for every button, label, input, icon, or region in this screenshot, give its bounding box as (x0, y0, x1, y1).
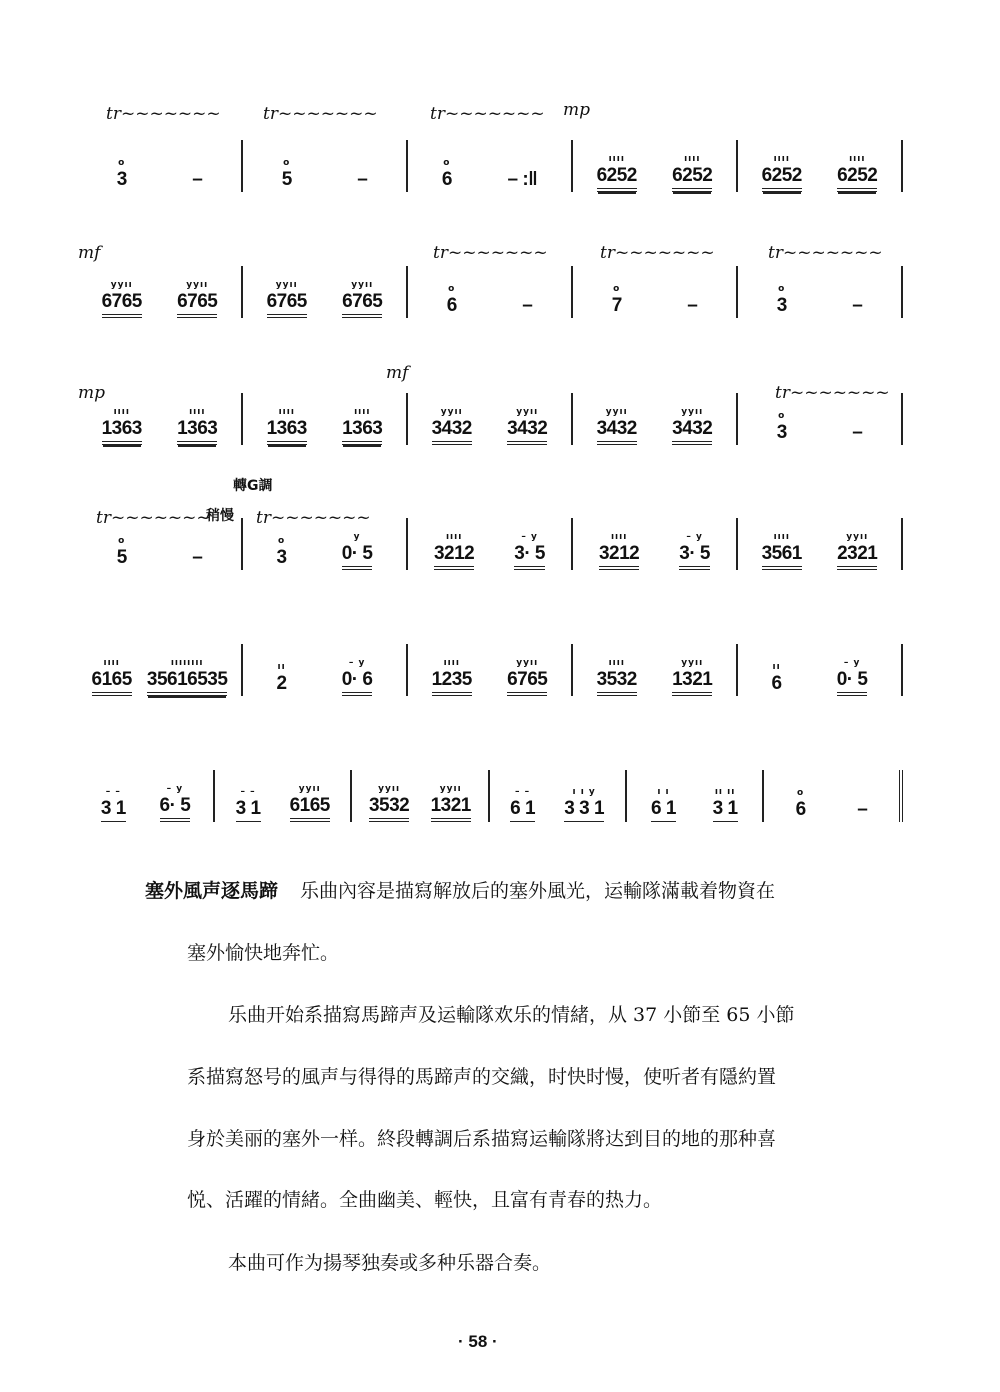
note-group (342, 530, 373, 570)
note-group (282, 156, 292, 192)
note-group (777, 282, 787, 318)
notes: 6 (771, 673, 782, 694)
score-marking: tr~~~~~~~ (106, 104, 221, 124)
notes: 2 (276, 673, 287, 694)
fingering-marks: o (118, 158, 126, 168)
note-group (342, 405, 382, 445)
fingering-marks: ıııı (354, 407, 371, 417)
note-group (117, 534, 127, 570)
notes: 6 (441, 169, 452, 190)
notes: 5 (116, 547, 127, 568)
score-markings (78, 345, 903, 403)
notes: 3 1 (101, 799, 126, 822)
measure (243, 644, 408, 696)
notes: 1321 (431, 796, 471, 822)
fingering-marks: – y (521, 532, 538, 542)
note-group (447, 282, 457, 318)
notes: 6 (795, 799, 806, 820)
note-group (687, 282, 697, 318)
measure (78, 644, 243, 696)
measure (78, 266, 243, 318)
fingering-marks: o (118, 536, 126, 546)
notes: 0· 5 (837, 670, 868, 696)
staff (78, 266, 903, 318)
score-marking: tr~~~~~~~ (263, 104, 378, 124)
piece-title: 塞外風声逐馬蹄 (145, 880, 279, 902)
notes: 3432 (672, 419, 712, 445)
fingering-marks: o (778, 284, 786, 294)
measure (738, 518, 903, 570)
fingering-marks: – – (515, 787, 531, 797)
note-group (267, 278, 307, 318)
score-marking: tr~~~~~~~ (430, 104, 545, 124)
fingering-marks: yyıı (516, 658, 539, 668)
note-group (852, 282, 862, 318)
fingering-marks: o (443, 158, 451, 168)
note-group (612, 282, 622, 318)
score-marking: tr~~~~~~~ (775, 383, 890, 403)
staff (78, 140, 903, 192)
notes: 6 1 (651, 799, 676, 822)
measure (573, 393, 738, 445)
notes: 6252 (837, 166, 877, 192)
fingering-marks: ıııı (608, 658, 625, 668)
measure (408, 518, 573, 570)
description-line-4: 系描寫怒号的風声与得得的馬蹄声的交織，时快时慢，使听者有隱約置 (187, 1066, 777, 1088)
score-row (78, 218, 903, 328)
staff (78, 770, 903, 822)
notes: 3· 5 (514, 544, 545, 570)
score-row (78, 596, 903, 706)
fingering-marks: y (353, 532, 361, 542)
notes: 3· 5 (679, 544, 710, 570)
fingering-marks: – y (348, 658, 366, 668)
notes: 0· 6 (342, 670, 373, 696)
note-group (277, 660, 287, 696)
note-group (342, 278, 382, 318)
fingering-marks: ıııı (684, 154, 701, 164)
notes: – (522, 295, 533, 316)
fingering-marks: ıııı (189, 407, 206, 417)
notes: – (852, 422, 863, 443)
notes: 6765 (267, 292, 307, 318)
measure (78, 140, 243, 192)
description-line-5: 身於美丽的塞外一样。終段轉調后系描寫运輸隊將达到目的地的那种喜 (187, 1128, 777, 1150)
fingering-marks: yyıı (439, 784, 462, 794)
notes: 3212 (434, 544, 474, 570)
measure (243, 518, 408, 570)
notes: 1363 (267, 419, 307, 445)
score-marking: tr~~~~~~~ (96, 508, 211, 528)
notes: 3561 (762, 544, 802, 570)
notes: 6· 5 (160, 796, 191, 822)
notes: 5 (281, 169, 292, 190)
notes: 1363 (177, 419, 217, 445)
page-number-value: 58 (468, 1332, 488, 1351)
notes: 3 1 (236, 799, 261, 822)
note-group (837, 152, 877, 192)
measure (573, 140, 738, 192)
fingering-marks: ı ı (657, 787, 670, 797)
fingering-marks: ıııı (773, 532, 790, 542)
note-group (192, 156, 202, 192)
fingering-marks: yyıı (275, 280, 298, 290)
notes: 6252 (762, 166, 802, 192)
fingering-marks: o (797, 788, 805, 798)
notes: 1235 (432, 670, 472, 696)
score-marking: tr~~~~~~~ (433, 243, 548, 263)
note-group (357, 156, 367, 192)
note-group (672, 656, 712, 696)
measure (215, 770, 352, 822)
note-group (597, 405, 637, 445)
note-group (522, 282, 532, 318)
measure (573, 266, 738, 318)
fingering-marks: ıııı (773, 154, 790, 164)
measure (243, 266, 408, 318)
fingering-marks: – y (686, 532, 703, 542)
measure (738, 644, 903, 696)
note-group (432, 656, 472, 696)
note-group (192, 534, 202, 570)
fingering-marks: ıııı (278, 407, 295, 417)
description-line-3: 乐曲开始系描寫馬蹄声及运輸隊欢乐的情緒，从 37 小節至 65 小節 (228, 1004, 795, 1026)
notes: – :‖ (507, 169, 538, 190)
note-group (117, 156, 127, 192)
note-group (177, 405, 217, 445)
fingering-marks: yyıı (846, 532, 869, 542)
score-markings (78, 722, 903, 772)
score-marking: mf (386, 363, 409, 383)
notes: – (357, 169, 368, 190)
score-markings (78, 596, 903, 646)
notes: 3 (116, 169, 127, 190)
note-group (796, 786, 806, 822)
notes: 7 (611, 295, 622, 316)
measure (352, 770, 489, 822)
notes: 2321 (837, 544, 877, 570)
measure (408, 393, 573, 445)
score-marking: 稍慢 (206, 508, 234, 524)
fingering-marks: – – (105, 787, 121, 797)
score-row (78, 92, 903, 202)
notes: 3 1 (713, 799, 738, 822)
notes: 6765 (177, 292, 217, 318)
score-marking: 轉G調 (233, 478, 273, 494)
notes: 3432 (597, 419, 637, 445)
fingering-marks: yyıı (681, 658, 704, 668)
notes: 3 3 1 (564, 799, 604, 822)
note-group (507, 656, 547, 696)
fingering-marks: ıı (772, 662, 781, 672)
fingering-marks: ıı (277, 662, 286, 672)
notes: – (192, 547, 203, 568)
notes: 6165 (290, 796, 330, 822)
score-markings (78, 470, 903, 528)
note-group (147, 656, 228, 696)
description-line-2: 塞外愉快地奔忙。 (187, 942, 340, 964)
notes: 6252 (672, 166, 712, 192)
fingering-marks: yyıı (110, 280, 133, 290)
score-row (78, 345, 903, 455)
description-line-1 (145, 876, 775, 903)
note-group (564, 785, 604, 822)
fingering-marks: o (277, 536, 286, 546)
note-group (772, 660, 782, 696)
notes: 6765 (507, 670, 547, 696)
fingering-marks: o (283, 158, 291, 168)
measure (243, 140, 408, 192)
score-row (78, 470, 903, 580)
note-group (599, 530, 639, 570)
score-marking: tr~~~~~~~ (256, 508, 371, 528)
measure (408, 644, 573, 696)
fingering-marks: yyıı (516, 407, 539, 417)
fingering-marks: yyıı (378, 784, 401, 794)
notes: – (192, 169, 203, 190)
measure (78, 518, 243, 570)
fingering-marks: ıııı (849, 154, 866, 164)
note-group (290, 782, 330, 822)
page-number: · 58 · (458, 1332, 498, 1351)
notes: – (687, 295, 698, 316)
fingering-marks: ıııı (443, 658, 460, 668)
note-group (369, 782, 409, 822)
note-group (510, 785, 535, 822)
fingering-marks: yyıı (351, 280, 374, 290)
measure (408, 266, 573, 318)
fingering-marks: ıııııııı (170, 658, 204, 668)
score-marking: tr~~~~~~~ (600, 243, 715, 263)
measure (490, 770, 627, 822)
note-group (177, 278, 217, 318)
note-group (514, 530, 545, 570)
note-group (160, 782, 191, 822)
measure (627, 770, 764, 822)
note-group (101, 785, 126, 822)
fingering-marks: ıııı (610, 532, 628, 542)
measure (78, 770, 215, 822)
notes: 6165 (92, 670, 132, 696)
staff (78, 518, 903, 570)
notes: 35616535 (147, 670, 228, 696)
notes: – (857, 799, 868, 820)
measure (573, 644, 738, 696)
score-marking: mf (78, 243, 101, 263)
score-marking: tr~~~~~~~ (768, 243, 883, 263)
fingering-marks: ıı ıı (714, 787, 736, 797)
note-group (777, 409, 787, 445)
notes: 3432 (507, 419, 547, 445)
notes: 3432 (432, 419, 472, 445)
measure (573, 518, 738, 570)
fingering-marks: yyıı (186, 280, 209, 290)
note-group (837, 656, 868, 696)
fingering-marks: ıııı (608, 154, 625, 164)
measure (738, 140, 903, 192)
score-marking: mp (78, 383, 106, 403)
fingering-marks: ıııı (445, 532, 463, 542)
note-group (679, 530, 710, 570)
notes: 6 1 (510, 799, 535, 822)
fingering-marks: yyıı (605, 407, 628, 417)
notes: 1363 (342, 419, 382, 445)
fingering-marks: – y (166, 784, 184, 794)
note-group (92, 656, 132, 696)
description-text: 乐曲內容是描寫解放后的塞外風光，运輸隊滿載着物資在 (300, 880, 776, 902)
note-group (713, 785, 738, 822)
score-markings (78, 218, 903, 268)
notes: 3532 (597, 670, 637, 696)
score-marking: mp (563, 100, 591, 120)
fingering-marks: yyıı (298, 784, 321, 794)
note-group (837, 530, 877, 570)
notes: 6 (446, 295, 457, 316)
measure (78, 393, 243, 445)
measure (764, 770, 903, 822)
notes: 3 (776, 295, 787, 316)
note-group (762, 530, 802, 570)
note-group (597, 152, 637, 192)
note-group (102, 405, 142, 445)
fingering-marks: ıııı (113, 407, 130, 417)
score-markings (78, 92, 903, 142)
fingering-marks: o (613, 284, 621, 294)
staff (78, 644, 903, 696)
notes: – (852, 295, 863, 316)
note-group (442, 156, 452, 192)
fingering-marks: – – (240, 787, 256, 797)
measure (408, 140, 573, 192)
note-group (277, 534, 287, 570)
note-group (672, 152, 712, 192)
description-line-6: 悦、活躍的情緒。全曲幽美、輕快，且富有青春的热力。 (187, 1189, 663, 1211)
notes: 6765 (102, 292, 142, 318)
note-group (651, 785, 676, 822)
note-group (762, 152, 802, 192)
note-group (597, 656, 637, 696)
description-line-7: 本曲可作为揚琴独奏或多种乐器合奏。 (228, 1252, 552, 1274)
notes: 3212 (599, 544, 639, 570)
score-row (78, 722, 903, 832)
fingering-marks: ıııı (103, 658, 120, 668)
fingering-marks: yyıı (681, 407, 704, 417)
fingering-marks: ı ı y (572, 787, 596, 797)
fingering-marks: o (448, 284, 456, 294)
note-group (432, 405, 472, 445)
note-group (434, 530, 474, 570)
note-group (852, 409, 862, 445)
note-group (342, 656, 373, 696)
notes: 6252 (597, 166, 637, 192)
fingering-marks: – y (843, 658, 861, 668)
measure (243, 393, 408, 445)
note-group (672, 405, 712, 445)
notes: 3 (776, 422, 787, 443)
notes: 3532 (369, 796, 409, 822)
note-group (507, 405, 547, 445)
fingering-marks: o (778, 411, 786, 421)
note-group (236, 785, 261, 822)
notes: 3 (276, 547, 287, 568)
notes: 1321 (672, 670, 712, 696)
note-group (102, 278, 142, 318)
notes: 0· 5 (342, 544, 373, 570)
note-group (508, 156, 538, 192)
note-group (267, 405, 307, 445)
notes: 6765 (342, 292, 382, 318)
note-group (857, 786, 867, 822)
note-group (431, 782, 471, 822)
staff (78, 393, 903, 445)
measure (738, 393, 903, 445)
measure (738, 266, 903, 318)
fingering-marks: yyıı (440, 407, 463, 417)
notes: 1363 (102, 419, 142, 445)
